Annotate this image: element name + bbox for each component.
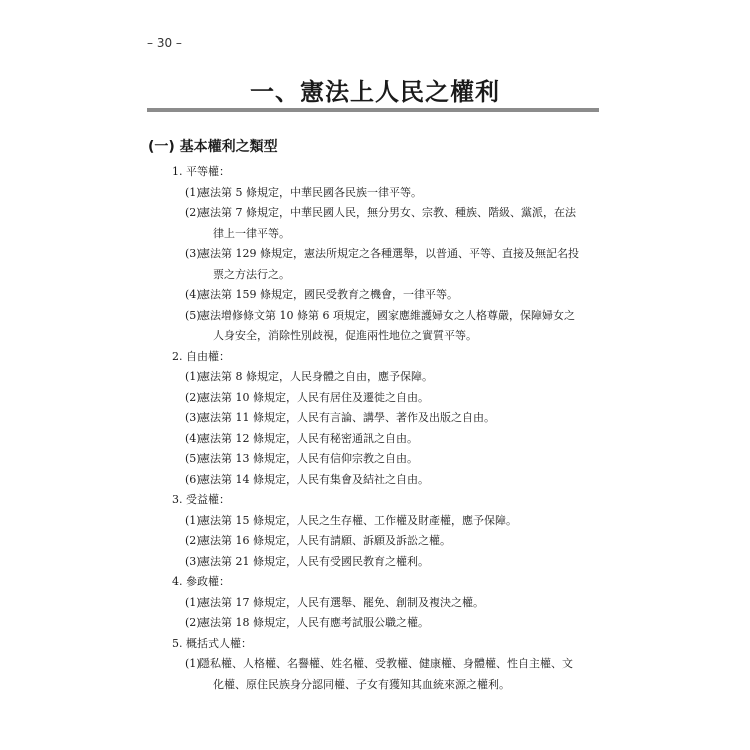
category-heading: 1. 平等權： [172, 165, 230, 178]
item-text: 憲法第 15 條規定，人民之生存權、工作權及財產權，應予保障。 [199, 513, 517, 527]
item-text: 憲法第 21 條規定，人民有受國民教育之權利。 [199, 554, 429, 568]
list-item [172, 306, 602, 347]
item-text: 隱私權、人格權、名譽權、姓名權、受教權、健康權、身體權、性自主權、文 [199, 657, 573, 670]
category-heading: 5. 概括式人權： [172, 636, 252, 650]
item-text: 憲法第 5 條規定，中華民國各民族一律平等。 [199, 185, 422, 199]
list-item [172, 388, 602, 409]
item-number: (1) [185, 595, 201, 609]
item-text: 憲法增修條文第 10 條第 6 項規定，國家應維護婦女之人格尊嚴，保障婦女之 [199, 308, 575, 322]
item-number: (2) [185, 206, 201, 219]
item-text-continuation: 律上一律平等。 [213, 226, 290, 240]
list-item [172, 285, 602, 306]
item-text: 憲法第 18 條規定，人民有應考試服公職之權。 [199, 616, 429, 629]
page-number: – 30 – [147, 36, 182, 50]
item-number: (5) [185, 452, 201, 465]
list-item [172, 531, 602, 552]
item-number: (2) [185, 534, 201, 547]
list-item [172, 244, 602, 285]
item-text: 憲法第 10 條規定，人民有居住及遷徙之自由。 [199, 390, 429, 404]
item-text: 憲法第 12 條規定，人民有秘密通訊之自由。 [199, 431, 418, 445]
item-number: (3) [185, 411, 201, 424]
item-text: 憲法第 11 條規定，人民有言論、講學、著作及出版之自由。 [199, 411, 495, 424]
list-item [172, 470, 602, 491]
item-text: 憲法第 14 條規定，人民有集會及結社之自由。 [199, 472, 429, 486]
rights-list [172, 162, 602, 695]
item-number: (3) [185, 554, 201, 568]
item-text: 憲法第 13 條規定，人民有信仰宗教之自由。 [199, 452, 418, 465]
item-text-continuation: 化權、原住民族身分認同權、子女有獲知其血統來源之權利。 [213, 677, 510, 691]
list-item [172, 449, 602, 470]
list-item [172, 613, 602, 634]
section-heading: (一) 基本權利之類型 [148, 139, 278, 155]
item-text: 憲法第 7 條規定，中華民國人民，無分男女、宗教、種族、階級、黨派，在法 [199, 206, 576, 219]
item-number: (3) [185, 247, 201, 260]
item-number: (1) [185, 370, 201, 383]
list-item [172, 654, 602, 695]
item-number: (1) [185, 657, 201, 670]
item-number: (1) [185, 513, 201, 527]
item-text: 憲法第 8 條規定，人民身體之自由，應予保障。 [199, 370, 433, 383]
item-text-continuation: 票之方法行之。 [213, 267, 290, 281]
item-number: (4) [185, 431, 201, 445]
item-number: (6) [185, 472, 201, 486]
list-item [172, 552, 602, 573]
item-text: 憲法第 17 條規定，人民有選舉、罷免、創制及複決之權。 [199, 595, 484, 609]
item-text: 憲法第 16 條規定，人民有請願、訴願及訴訟之權。 [199, 534, 451, 547]
chapter-title: 一、憲法上人民之權利 [250, 78, 500, 106]
item-number: (5) [185, 308, 201, 322]
item-number: (1) [185, 185, 201, 199]
category-heading: 3. 受益權： [172, 493, 230, 506]
item-number: (4) [185, 288, 201, 301]
list-item [172, 429, 602, 450]
list-item [172, 511, 602, 532]
title-divider [147, 108, 599, 112]
category-heading: 4. 參政權： [172, 575, 230, 588]
list-item [172, 367, 602, 388]
item-number: (2) [185, 616, 201, 629]
list-item [172, 183, 602, 204]
item-text-continuation: 人身安全，消除性別歧視，促進兩性地位之實質平等。 [213, 329, 477, 342]
category-heading: 2. 自由權： [172, 349, 230, 363]
item-text: 憲法第 159 條規定，國民受教育之機會，一律平等。 [199, 288, 458, 301]
list-item [172, 593, 602, 614]
list-item [172, 408, 602, 429]
item-number: (2) [185, 390, 201, 404]
item-text: 憲法第 129 條規定，憲法所規定之各種選舉，以普通、平等、直接及無記名投 [199, 247, 579, 260]
list-item [172, 203, 602, 244]
